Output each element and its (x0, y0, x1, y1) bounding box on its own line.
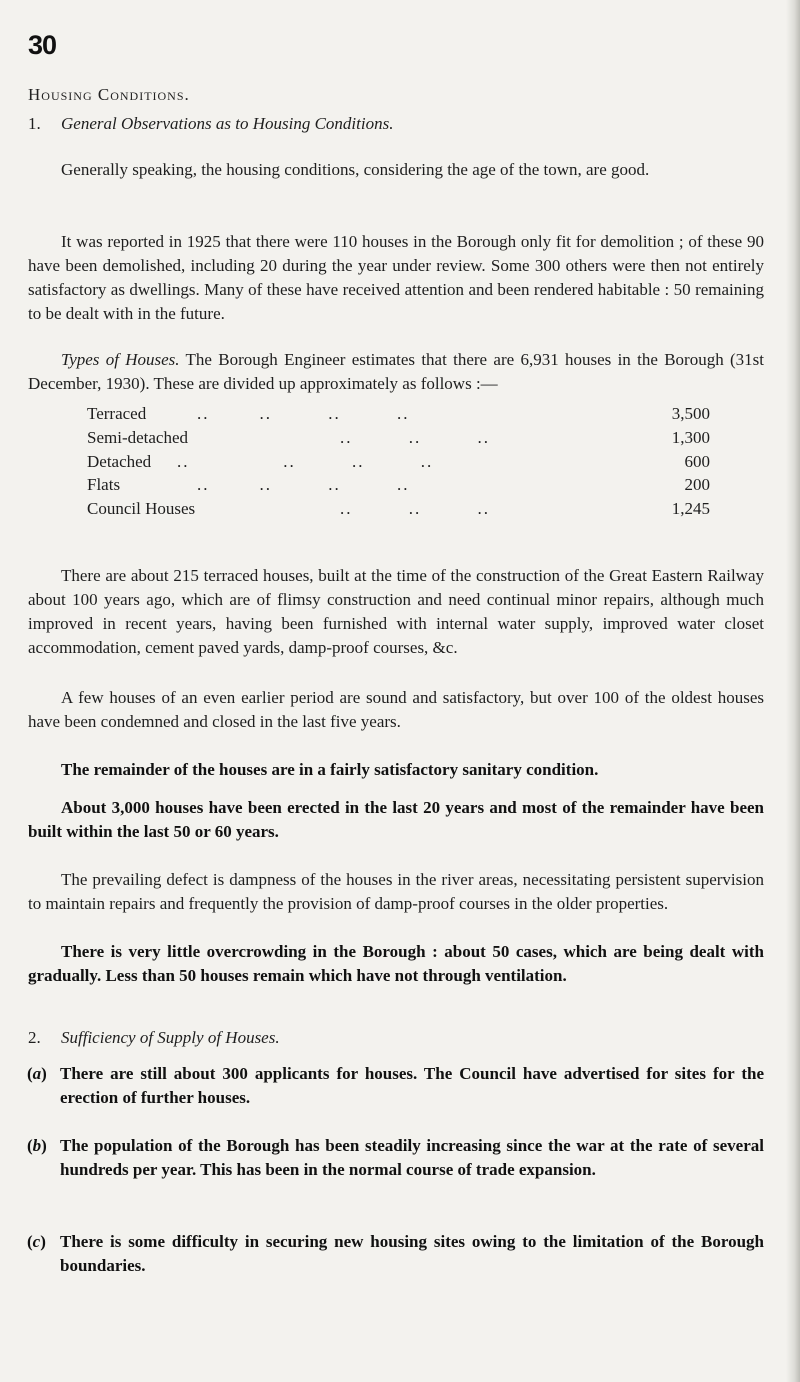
list-item (27, 1062, 764, 1110)
types-of-houses-label: Types of Houses. (61, 350, 180, 369)
leader-dots: .. .. .. .. (177, 451, 434, 471)
table-row-label: Terraced (87, 404, 147, 423)
table-row-label: Council Houses (87, 499, 196, 519)
house-types-table (87, 402, 710, 521)
section-1-heading (28, 112, 393, 136)
table-row (87, 402, 710, 426)
section-1-title: General Observations as to Housing Conditions. (61, 114, 394, 133)
list-item-marker: (a) (27, 1064, 47, 1083)
table-row-value: 600 (684, 451, 710, 471)
table-row (87, 473, 710, 497)
leader-dots: .. .. .. .. (197, 475, 410, 495)
paragraph-earlier-period: A few houses of an even earlier period are sound and satisfactory, but over 100 of the oldest houses have been condemned and closed in the last five years. (28, 688, 764, 731)
section-1-number: 1. (28, 114, 41, 133)
table-row-label: Flats (87, 475, 121, 495)
list-item (27, 1134, 764, 1182)
table-row (87, 426, 710, 450)
table-row-value: 1,300 (671, 427, 710, 447)
table-row-value: 3,500 (671, 404, 710, 423)
list-item-marker: (c) (27, 1232, 46, 1251)
section-2-number: 2. (28, 1028, 41, 1047)
page-number: 30 (28, 30, 57, 60)
leader-dots: .. .. .. (340, 427, 490, 447)
paragraph-overcrowding: There is very little overcrowding in the Borough : about 50 cases, which are being dealt with gradually. Less than 50 houses remain which have not through ventilation. (28, 942, 764, 985)
section-heading: Housing Conditions. (28, 85, 190, 104)
types-of-houses-text: The Borough Engineer estimates that there are 6,931 houses in the Borough (31st December, 1930). These are divided up approximately as follows :— (28, 350, 764, 393)
leader-dots: .. .. .. (340, 499, 490, 519)
table-row-label: Semi-detached (87, 427, 189, 447)
paragraph-dampness: The prevailing defect is dampness of the houses in the river areas, necessitating persistent supervision to maintain repairs and frequently the provision of damp-proof courses in the older properties. (28, 870, 764, 913)
leader-dots: .. .. .. .. (197, 404, 410, 423)
list-item-marker: (b) (27, 1136, 47, 1155)
table-row-value: 200 (684, 475, 710, 495)
list-item-text: The population of the Borough has been steadily increasing since the war at the rate of several hundreds per year. This has been in the normal course of trade expansion. (60, 1136, 764, 1179)
list-item (27, 1230, 764, 1278)
paragraph-general: Generally speaking, the housing conditions, considering the age of the town, are good. (61, 160, 650, 179)
table-row-value: 1,245 (671, 499, 710, 519)
paragraph-sanitary-condition: The remainder of the houses are in a fairly satisfactory sanitary condition. (61, 760, 599, 779)
paragraph-houses-erected: About 3,000 houses have been erected in the last 20 years and most of the remainder have been built within the last 50 or 60 years. (28, 798, 764, 841)
table-row (87, 497, 710, 521)
table-row (87, 450, 710, 474)
section-2-heading (28, 1026, 280, 1050)
paragraph-types-of-houses (28, 348, 764, 396)
list-item-text: There are still about 300 applicants for houses. The Council have advertised for sites for the erection of further houses. (60, 1064, 764, 1107)
table-row-label: Detached (87, 451, 152, 471)
paragraph-terraced-houses: There are about 215 terraced houses, built at the time of the construction of the Great Eastern Railway about 100 years ago, which are of flimsy construction and need continual minor repairs, although much improved in recent years, having been furnished with internal water supply, improved water closet accommodation, cement paved yards, damp-proof courses, &c. (28, 566, 764, 657)
list-item-text: There is some difficulty in securing new housing sites owing to the limitation of the Borough boundaries. (60, 1232, 764, 1275)
section-2-title: Sufficiency of Supply of Houses. (61, 1028, 280, 1047)
page-edge-shadow (786, 0, 800, 1382)
paragraph-demolition: It was reported in 1925 that there were 110 houses in the Borough only fit for demolition ; of these 90 have been demolished, including 20 during the year under review. Some 300 others were then not entirely satisfactory as dwellings. Many of these have received attention and been rendered habitable : 50 remaining to be dealt with in the future. (28, 232, 764, 323)
